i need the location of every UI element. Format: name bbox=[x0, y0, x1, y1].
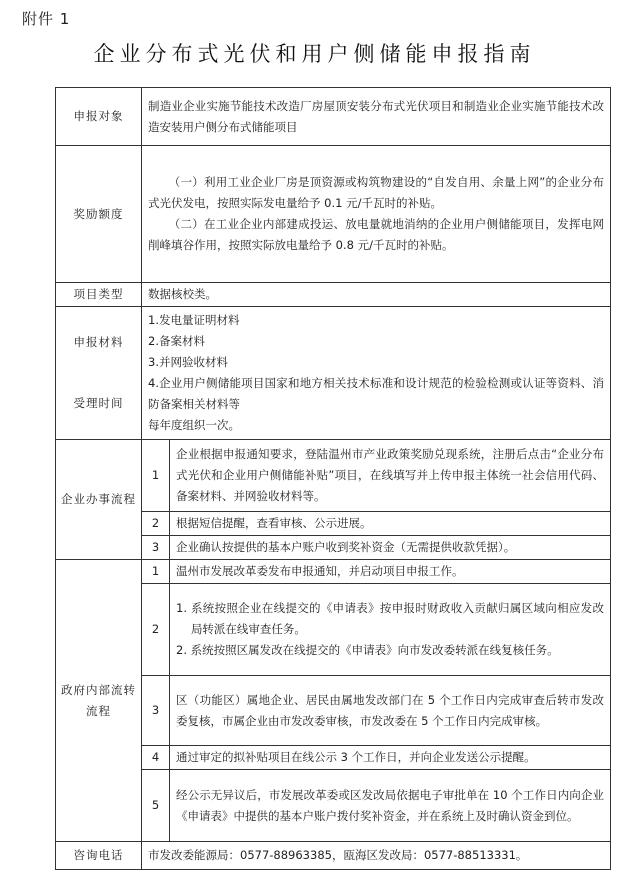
acceptance-time: 每年度组织一次。 bbox=[148, 418, 240, 432]
row-reward bbox=[56, 146, 611, 283]
content-contact: 市发改委能源局：0577-88963385，瓯海区发改局：0577-88513331。 bbox=[142, 842, 611, 870]
row-enterprise-step-1 bbox=[56, 440, 611, 512]
row-government-step-1 bbox=[56, 560, 611, 584]
enterprise-step-text: 企业根据申报通知要求，登陆温州市产业政策奖励兑现系统，注册后点击“企业分布式光伏和企业用户侧储能补贴”项目，在线填写并上传申报主体统一社会信用代码、备案材料、并网验收材料等。 bbox=[170, 440, 611, 512]
government-step-text bbox=[170, 584, 611, 676]
label-enterprise-process: 企业办事流程 bbox=[56, 440, 142, 560]
enterprise-step-text: 企业确认按提供的基本户账户收到奖补资金（无需提供收款凭据）。 bbox=[170, 536, 611, 560]
content-project-type: 数据核校类。 bbox=[142, 283, 611, 307]
material-item: 1.发电量证明材料 bbox=[148, 313, 240, 327]
material-item: 2.备案材料 bbox=[148, 334, 205, 348]
row-materials bbox=[56, 307, 611, 440]
label-time: 受理时间 bbox=[73, 396, 124, 410]
guide-table bbox=[55, 87, 611, 870]
row-contact bbox=[56, 842, 611, 870]
step-number: 4 bbox=[142, 746, 170, 770]
label-target: 申报对象 bbox=[56, 88, 142, 146]
content-target: 制造业企业实施节能技术改造厂房屋顶安装分布式光伏项目和制造业企业实施节能技术改造安装用户侧分布式储能项目 bbox=[142, 88, 611, 146]
material-item: 4.企业用户侧储能项目国家和地方相关技术标准和设计规范的检验检测或认证等资料、消防备案相关材料等 bbox=[148, 376, 604, 411]
label-materials: 申报材料 bbox=[73, 335, 124, 349]
content-reward bbox=[142, 146, 611, 283]
material-item: 3.并网验收材料 bbox=[148, 355, 228, 369]
government-step-text: 通过审定的拟补贴项目在线公示 3 个工作日，并向企业发送公示提醒。 bbox=[170, 746, 611, 770]
row-project-type bbox=[56, 283, 611, 307]
label-project-type: 项目类型 bbox=[56, 283, 142, 307]
government-step-text: 区（功能区）属地企业、居民由属地发改部门在 5 个工作日内完成审查后转市发改委复核，市属企业由市发改委审核，市发改委在 5 个工作日内完成审核。 bbox=[170, 676, 611, 746]
row-target bbox=[56, 88, 611, 146]
government-step-text: 温州市发展改革委发布申报通知，并启动项目申报工作。 bbox=[170, 560, 611, 584]
step-number: 2 bbox=[142, 512, 170, 536]
government-sub-item: 2. 系统按照区属发改在线提交的《申请表》向市发改委转派在线复核任务。 bbox=[176, 643, 559, 657]
label-government-process: 政府内部流转流程 bbox=[56, 560, 142, 842]
label-materials-time bbox=[56, 307, 142, 440]
step-number: 2 bbox=[142, 584, 170, 676]
reward-paragraph-2: （二）在工业企业内部建成投运、放电量就地消纳的企业用户侧储能项目，发挥电网削峰填谷作用，按照实际放电量给予 0.8 元/千瓦时的补贴。 bbox=[148, 217, 604, 252]
reward-paragraph-1: （一）利用工业企业厂房是顶资源或构筑物建设的“自发自用、余量上网”的企业分布式光伏发电，按照实际发电量给予 0.1 元/千瓦时的补贴。 bbox=[148, 175, 604, 210]
label-contact: 咨询电话 bbox=[56, 842, 142, 870]
content-materials bbox=[142, 307, 611, 440]
step-number: 1 bbox=[142, 560, 170, 584]
step-number: 5 bbox=[142, 770, 170, 842]
document-title: 企业分布式光伏和用户侧储能申报指南 bbox=[93, 42, 536, 66]
enterprise-step-text: 根据短信提醒，查看审核、公示进展。 bbox=[170, 512, 611, 536]
government-step-text: 经公示无异议后，市发展改革委或区发改局依据电子审批单在 10 个工作日内向企业《申请表》中提供的基本户账户拨付奖补资金，并在系统上及时确认资金到位。 bbox=[170, 770, 611, 842]
government-sub-item: 1. 系统按照企业在线提交的《申请表》按申报时财政收入贡献归属区域向相应发改局转派在线审查任务。 bbox=[176, 601, 604, 636]
step-number: 3 bbox=[142, 536, 170, 560]
attachment-label: 附件 1 bbox=[22, 10, 71, 28]
step-number: 3 bbox=[142, 676, 170, 746]
step-number: 1 bbox=[142, 440, 170, 512]
label-reward: 奖励额度 bbox=[56, 146, 142, 283]
